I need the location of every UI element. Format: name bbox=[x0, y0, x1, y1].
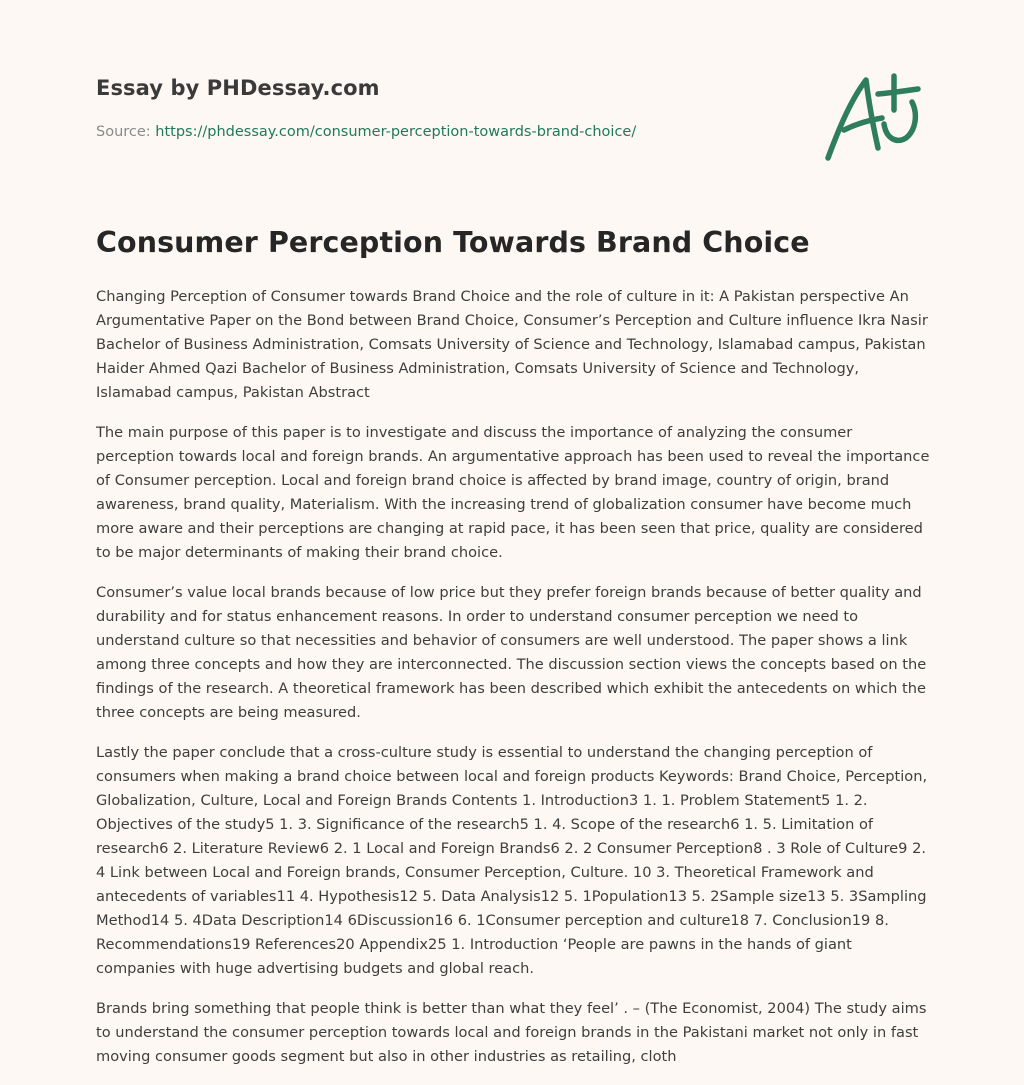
source-link[interactable]: https://phdessay.com/consumer-perception-towards-brand-choice/ bbox=[155, 124, 637, 140]
essay-paragraph: Lastly the paper conclude that a cross-culture study is essential to understand the changing perception of consumers when making a brand choice between local and foreign products Keywords: Brand Choice, Perception, Globalization, Culture, Local and Foreign Brands Contents 1. Introduction3 1. 1. Problem Statement5 1. 2. Objectives of the study5 1. 3. Significance of the research5 1. 4. Scope of the research6 1. 5. Limitation of research6 2. Literature Review6 2. 1 Local and Foreign Brands6 2. 2 Consumer Perception8 . 3 Role of Culture9 2. 4 Link between Local and Foreign brands, Consumer Perception, Culture. 10 3. Theoretical Framework and antecedents of variables11 4. Hypothesis12 5. Data Analysis12 5. 1Population13 5. 2Sample size13 5. 3Sampling Method14 5. 4Data Description14 6Discussion16 6. 1Consumer perception and culture18 7. Conclusion19 8. Recommendations19 References20 Appendix25 1. Introduction ‘People are pawns in the hands of giant companies with huge advertising budgets and global reach. bbox=[96, 744, 928, 977]
essay-paragraph: Consumer’s value local brands because of low price but they prefer foreign brands because of better quality and durability and for status enhancement reasons. In order to understand consumer perception we need to understand culture so that necessities and behavior of consumers are well understood. The paper shows a link among three concepts and how they are interconnected. The discussion section views the concepts based on the findings of the research. A theoretical framework has been described which exhibit the antecedents on which the three concepts are being measured. bbox=[96, 584, 927, 721]
source-label: Source: bbox=[96, 124, 151, 140]
essay-page bbox=[96, 0, 934, 1065]
source-line bbox=[96, 124, 636, 140]
essay-paragraph: Changing Perception of Consumer towards Brand Choice and the role of culture in it: A Pakistan perspective An Argumentative Paper on the Bond between Brand Choice, Consumer’s Perception and Culture influence Ikra Nasir Bachelor of Business Administration, Comsats University of Science and Technology, Islamabad campus, Pakistan Haider Ahmed Qazi Bachelor of Business Administration, Comsats University of Science and Technology, Islamabad campus, Pakistan Abstract bbox=[96, 288, 928, 401]
site-title: Essay by PHDessay.com bbox=[96, 76, 380, 100]
essay-paragraph: Brands bring something that people think is better than what they feel’ . – (The Economist, 2004) The study aims to understand the consumer perception towards local and foreign brands in the Pakistani market not only in fast moving consumer goods segment but also in other industries as retailing, cloth bbox=[96, 1000, 927, 1065]
essay-paragraph: The main purpose of this paper is to investigate and discuss the importance of analyzing the consumer perception towards local and foreign brands. An argumentative approach has been used to reveal the importance of Consumer perception. Local and foreign brand choice is affected by brand image, country of origin, brand awareness, brand quality, Materialism. With the increasing trend of globalization consumer have become much more aware and their perceptions are changing at rapid pace, it has been seen that price, quality are considered to be major determinants of making their brand choice. bbox=[96, 424, 930, 561]
essay-body bbox=[96, 285, 934, 1085]
essay-title: Consumer Perception Towards Brand Choice bbox=[96, 226, 810, 259]
page-header bbox=[96, 0, 934, 200]
a-plus-logo-icon bbox=[820, 66, 930, 166]
